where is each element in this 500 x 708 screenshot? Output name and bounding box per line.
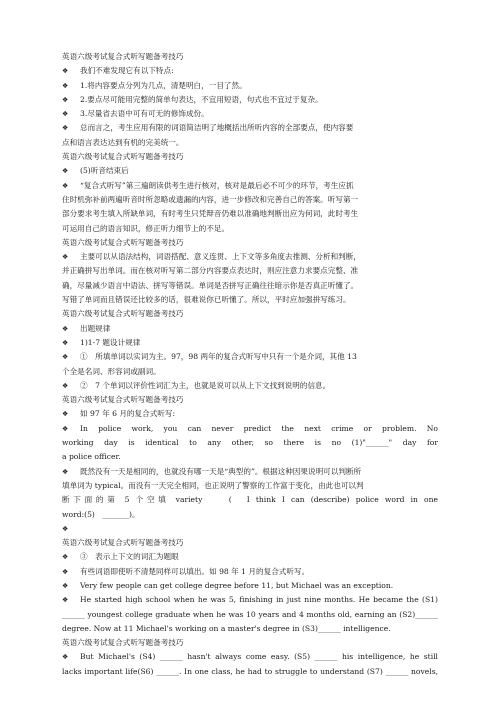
paragraph-line: a police officer.	[62, 452, 121, 462]
diamond-bullet-icon: ❖	[62, 381, 69, 390]
diamond-bullet-icon: ❖	[62, 467, 69, 476]
line-text: 1)1-7 题设计规律	[80, 337, 141, 347]
section-heading: 英语六级考试复合式听写题备考技巧	[62, 52, 184, 61]
bullet-paragraph-line	[62, 379, 438, 393]
diamond-bullet-icon: ❖	[62, 324, 69, 333]
line-text: 主要可以从语法结构，词语搭配、意义连贯、上下文等多角度去推测、分析和判断，	[80, 252, 361, 262]
bullet-paragraph-line	[62, 593, 438, 607]
line-text: But Michael's (S4) ______ hasn't always come easy. (S5) ______ his intelligence, he still	[80, 652, 438, 662]
line-text: In police work, you can never predict the next crime or problem. No	[80, 423, 438, 433]
line-text: He started high school when he was 5, finishing in just nine months. He became the (S1)	[80, 595, 438, 605]
bullet-paragraph-line	[62, 322, 438, 336]
line-text	[80, 522, 438, 536]
paragraph-line: lacks important life(S6) ______. In one class, he had to struggle to understand (S7) ______ novels,	[62, 666, 438, 676]
bullet-paragraph-line	[62, 93, 438, 107]
bullet-paragraph-line	[62, 407, 438, 421]
diamond-bullet-icon: ❖	[62, 67, 69, 76]
paragraph-line: 并正确拼写出单词。而在核对听写第二部分内容要点表达时，则应注意力求要点完整、准	[62, 266, 359, 276]
diamond-bullet-icon: ❖	[62, 95, 69, 104]
line-text: 既然没有一天是相同的，也就没有哪一天是“典型的”。根据这种因果说明可以判断所	[80, 466, 362, 476]
diamond-bullet-icon: ❖	[62, 424, 69, 433]
diamond-bullet-icon: ❖	[62, 596, 69, 605]
line-text: 3.尽量省去语中可有可无的修饰成份。	[80, 109, 209, 119]
diamond-bullet-icon: ❖	[62, 581, 69, 590]
diamond-bullet-icon: ❖	[62, 181, 69, 190]
bullet-paragraph-line	[62, 179, 438, 193]
bullet-paragraph-line	[62, 336, 438, 350]
line-text: Very few people can get college degree before 11, but Michael was an exception.	[80, 580, 394, 590]
section-heading: 英语六级考试复合式听写题备考技巧	[62, 237, 184, 247]
paragraph-line: 可运用自己的语言知识，修正听力细节上的不足。	[62, 223, 230, 233]
bullet-paragraph-line	[62, 107, 438, 121]
bullet-paragraph-line	[62, 650, 438, 664]
diamond-bullet-icon: ❖	[62, 410, 69, 419]
section-heading: 英语六级考试复合式听写题备考技巧	[62, 395, 184, 405]
bullet-paragraph-line	[62, 79, 438, 93]
line-text: ② 7 个单词以评价性词汇为主，也就是说可以从上下文找到说明的信息。	[80, 380, 331, 390]
bullet-paragraph-line	[62, 121, 438, 135]
section-heading: 英语六级考试复合式听写题备考技巧	[62, 538, 184, 548]
bullet-paragraph-line	[62, 550, 438, 564]
diamond-bullet-icon: ❖	[62, 553, 69, 562]
line-text: 我们不难发现它有以下特点:	[80, 66, 174, 76]
diamond-bullet-icon: ❖	[62, 167, 69, 176]
bullet-paragraph-line	[62, 350, 438, 364]
section-heading: 英语六级考试复合式听写题备考技巧	[62, 309, 184, 319]
line-text: ③ 表示上下文的词汇为题眼	[80, 552, 179, 562]
line-text: 出题规律	[80, 323, 111, 333]
diamond-bullet-icon: ❖	[62, 81, 69, 90]
diamond-bullet-icon: ❖	[62, 110, 69, 119]
paragraph-line: 个全是名词、形容词或副词。	[62, 366, 161, 376]
line-text: ① 所填单词以实词为主。97，98 两年的复合式听写中只有一个是介词，其他 13	[80, 352, 357, 362]
bullet-paragraph-line	[62, 465, 438, 479]
line-text: 有些词语即使听不清楚同样可以填出。如 98 年 1 月的复合式听写。	[80, 566, 310, 576]
paragraph-line: ______ youngest college graduate when he was 10 years and 4 months old, earning an (S2)______	[62, 609, 438, 619]
diamond-bullet-icon: ❖	[62, 338, 69, 347]
section-heading: 英语六级考试复合式听写题备考技巧	[62, 152, 184, 162]
paragraph-line: degree. Now at 11 Michael's working on a master's degree in (S3)______ intelligence.	[62, 623, 391, 633]
line-text: 2.要点尽可能用完整的简单句表达，不宜用短语，句式也不宜过于复杂。	[80, 94, 323, 104]
paragraph-line: 填单词为 typical。而没有一天完全相同，也正说明了警察的工作富于变化，由此也可以判	[62, 480, 364, 490]
line-text: 1.将内容要点分列为几点，清楚明白，一目了然。	[80, 80, 247, 90]
diamond-bullet-icon: ❖	[62, 653, 69, 662]
bullet-paragraph-line	[62, 164, 438, 178]
diamond-bullet-icon: ❖	[62, 124, 69, 133]
paragraph-line: 点和语言表达达到有机的完美统一。	[62, 137, 184, 147]
paragraph-line: 部分要求考生填入所缺单词，有时考生只凭辩音仍难以准确地判断出应为何词，此时考生	[62, 209, 359, 219]
paragraph-line: 住时机弥补前两遍听音时所忽略或遗漏的内容，进一步修改和完善自己的答案。听写第一	[62, 194, 359, 204]
bullet-paragraph-line	[62, 522, 438, 536]
bullet-paragraph-line	[62, 250, 438, 264]
bullet-paragraph-line	[62, 579, 438, 593]
paragraph-line: word:(5) _______)。	[62, 509, 140, 519]
line-text: (5)听音结束后	[80, 166, 129, 176]
paragraph-line: working day is identical to any other, so there is no (1)"______" day for	[62, 438, 438, 448]
paragraph-line: 写错了单词而且错误还比较多的话，很难说你已听懂了。所以，平时应加强拼写练习。	[62, 295, 351, 305]
section-heading: 英语六级考试复合式听写题备考技巧	[62, 638, 184, 648]
paragraph-line: 断下面的第 5 个空填 variety ( I think I can (describe) police word in one	[62, 495, 438, 505]
line-text: “复合式听写”第三遍朗读供考生进行核对，核对是最后必不可少的环节，考生应抓	[80, 180, 354, 190]
bullet-paragraph-line	[62, 422, 438, 436]
bullet-paragraph-line	[62, 64, 438, 78]
paragraph-line: 确，尽量减少语言中语法、拼写等错误。单词是否拼写正确往往暗示你是否真正听懂了。	[62, 280, 359, 290]
diamond-bullet-icon: ❖	[62, 253, 69, 262]
bullet-paragraph-line	[62, 565, 438, 579]
line-text: 如 97 年 6 月的复合式听写:	[80, 409, 176, 419]
diamond-bullet-icon: ❖	[62, 567, 69, 576]
line-text: 总而言之，考生应用有限的词语简洁明了地概括出所听内容的全部要点，使内容要	[80, 123, 354, 133]
diamond-bullet-icon: ❖	[62, 353, 69, 362]
diamond-bullet-icon: ❖	[62, 524, 69, 533]
